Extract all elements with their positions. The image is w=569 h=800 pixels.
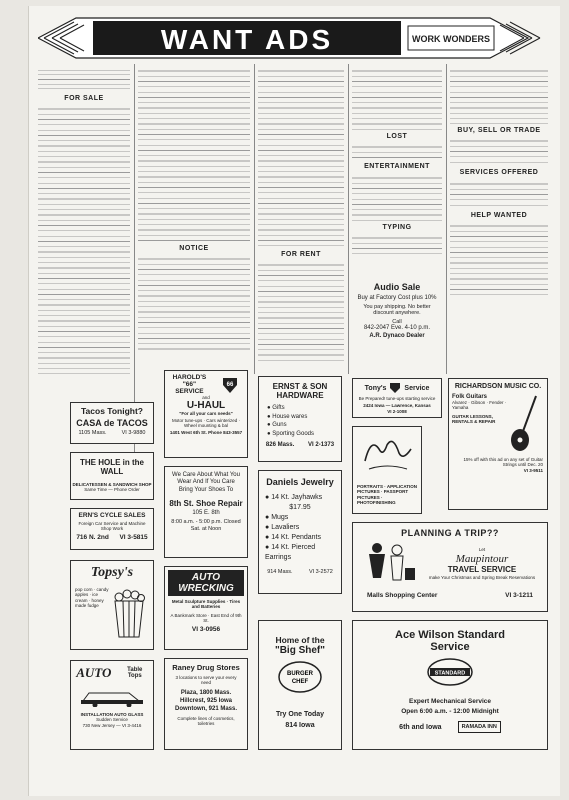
column-rule [446,64,447,374]
ad-name: "Big Shef" [274,645,326,656]
ad-tonys-service [352,378,442,418]
ad-detail: Same Time — Phone Order [84,487,140,493]
section-heading: LOST [386,133,408,140]
ad-name: TRAVEL SERVICE [447,564,517,574]
ad-daniels-jewelry [258,470,342,594]
ad-detail: Complete lines of cosmetics, toiletries [177,715,235,727]
ad-maupintour-travel [352,522,548,612]
ad-name: Topsy's [90,565,134,580]
ad-phone: VI 3-2572 [308,569,333,575]
guitar-illustration-icon [508,394,542,454]
list-item: ● 14 Kt. Pierced Earrings [265,544,316,561]
ad-harolds-66-service [164,370,248,458]
ad-address: 2424 Iowa — Lawrence, Kansas [363,403,431,409]
ad-phone: VI 3-5815 [119,533,148,541]
ad-phone: VI 3-0956 [191,625,221,633]
ad-headline: We Care About What You Wear And If You Care Bring Your Shoes To [172,472,240,493]
column-rule [254,64,255,374]
ad-detail: Motor tune-ups · Cars winterized · Wheel mounting & bal [171,417,241,429]
ad-offer: 15% off with this ad on any set of Guitar Strings until Dec. 20 [463,457,543,468]
ad-8th-st-shoe-repair [164,466,248,558]
ad-address: Plaza, 1800 Mass. Hillcrest, 925 Iowa Downtown, 921 Mass. [174,689,237,712]
ad-phone: VI 2-1008 [387,408,407,414]
ad-headline: Tacos Tonight? [80,406,143,416]
ad-detail: GUITAR LESSONS, RENTALS & REPAIR [452,413,496,425]
ad-detail: A.R. Dynaco Dealer [369,333,425,339]
studio-signature-logo-icon [357,431,417,477]
list-item: ● Gifts [267,405,285,411]
ad-name: AUTO WRECKING [168,570,244,596]
ad-name: Tony's [364,384,387,392]
ad-erns-cycle-sales [70,508,154,550]
ad-name: ERNST & SON [272,382,328,391]
banner-slogan: WORK WONDERS [412,34,490,44]
section-heading: TYPING [382,223,412,231]
ad-detail: You pay shipping. No better discount anywhere. [363,304,431,316]
ad-name: AUTO [76,665,112,680]
classified-column [450,64,548,295]
ramada-inn-logo: RAMADA INN [458,721,501,733]
text-block [38,104,130,374]
text-block [450,136,548,166]
ad-detail: 3 locations to serve your every need [175,675,237,686]
ad-detail: and [202,395,210,400]
ad-name: Service [430,641,470,653]
car-illustration-icon [77,683,147,707]
ad-detail: Buy at Factory Cost plus 10% [357,295,437,301]
popcorn-box-illustration-icon [109,587,149,639]
phillips-66-shield-icon [221,376,239,394]
ad-richardson-music [448,378,548,510]
classified-column [38,64,130,374]
ad-name: CASA de TACOS [76,418,148,428]
ad-name: Ace Wilson Standard [395,629,505,641]
ad-address: 105 E. 8th [192,510,220,517]
text-block [138,66,250,242]
section-heading: SERVICES OFFERED [459,169,539,177]
text-block [352,173,442,221]
travel-couple-illustration-icon [357,538,417,590]
ad-phone: VI 3-9511 [523,467,543,473]
ad-slogan: Try One Today [275,711,325,718]
ad-name: HAROLD'S [172,374,207,381]
svg-text:BURGER: BURGER [286,671,314,677]
svg-text:CHEF: CHEF [291,679,309,685]
text-block [352,233,442,257]
text-block [258,66,344,248]
ad-address: 826 Mass. [265,442,295,448]
ad-headline: Home of the [275,635,325,645]
classified-column [138,64,250,354]
ad-detail: PORTRAITS · APPLICATION PICTURES · PASSPORT PICTURES · PHOTOFINISHING [357,484,417,506]
ad-name: SERVICE [175,388,204,395]
ad-hole-in-the-wall [70,452,154,500]
ad-detail: Sudden Service [96,717,128,723]
ad-address: Malls Shopping Center [367,592,438,599]
list-item: ● 14 Kt. Pendants [265,534,322,541]
text-block [352,66,442,130]
ad-topsys [70,560,154,650]
ad-casa-de-tacos [70,402,154,444]
svg-text:66: 66 [227,381,234,388]
ad-address: 730 New Jersey — VI 3-4416 [82,722,142,728]
list-item: ● Mugs [265,514,289,521]
list-item: ● Sporting Goods [267,430,314,437]
price: $17.95 [289,504,311,511]
ad-name: Service [404,384,430,392]
ad-name: Daniels Jewelry [266,477,334,487]
ad-address: 914 Mass. [267,569,293,575]
ad-detail: Expert Mechanical Service [408,698,491,705]
section-heading: HELP WANTED [470,211,528,219]
ad-address: A Bankmark Store · East End of 9th St. [170,612,242,624]
ad-detail: Metal Sculpture Supplies · Tires and Batteries [171,599,241,610]
ad-detail: Foreign Car Service and Machine Shop Work [78,521,146,532]
banner-title: WANT ADS [160,24,334,55]
column-rule [134,64,135,456]
ad-phone: VI 2-1373 [308,442,335,448]
ad-detail: Alvarez · Gibson · Fender · Yamaha [452,400,507,411]
ad-slogan: "For all your cars needs" [179,411,233,417]
ad-headline: Table Tops [127,667,143,679]
ad-detail: pop corn · candy apples · ice cream · honey made fudge [75,587,109,609]
ad-name: RICHARDSON MUSIC CO. [454,383,542,390]
ad-name: "66" [182,381,197,388]
ad-hours: 8:00 a.m. - 5:00 p.m. Closed Sat. at Noon [171,519,241,532]
burger-chef-logo-icon [277,660,323,694]
ad-detail: Let [478,547,486,553]
ad-address: 1105 Mass. [78,430,107,436]
phillips-66-shield-icon [389,382,401,394]
section-heading: FOR RENT [281,251,321,258]
section-heading: ENTERTAINMENT [364,163,430,171]
list-item: ● Lavaliers [265,524,300,531]
ad-name: U-HAUL [186,400,226,412]
ad-audio-sale [352,282,442,370]
ad-name: Raney Drug Stores [172,663,240,672]
ad-headline: Audio Sale [373,282,421,292]
ad-auto-glass [70,660,154,750]
ad-name: Maupintour [455,552,509,565]
svg-text:STANDARD: STANDARD [434,670,466,677]
ad-name: HARDWARE [276,391,324,400]
ad-photo-studio [352,426,422,514]
section-heading: NOTICE [179,245,209,252]
text-block [450,179,548,209]
list-item: ● 14 Kt. Jayhawks [265,494,323,501]
ad-ernst-son-hardware [258,376,342,462]
ad-burger-chef [258,620,342,750]
ad-phone: VI 3-1211 [505,592,533,599]
ad-subtitle: DELICATESSEN & SANDWICH SHOP [72,482,152,487]
section-heading: BUY, SELL OR TRADE [457,127,541,134]
classified-column [258,64,344,364]
column-rule [348,64,349,374]
list-item: ● Guns [267,422,287,428]
list-item: ● House wares [267,413,308,420]
text-block [352,142,442,160]
ad-ace-wilson-standard [352,620,548,750]
ad-address: 814 Iowa [285,722,315,729]
text-block [450,221,548,295]
want-ads-banner [38,16,546,60]
ad-phone: 842-2047 Eve. 4-10 p.m. [363,325,431,331]
ad-detail: Be Prepared! tune-ups starting service [358,396,436,401]
classified-column [352,64,442,257]
section-heading: FOR SALE [64,95,104,102]
text-block [38,66,130,92]
text-block [258,260,344,364]
ad-detail: make Your Christmas and Spring Break Reservations [428,574,536,580]
ad-headline: Folk Guitars [452,394,488,400]
ad-phone: VI 3-9880 [121,430,146,436]
ad-name: ERN'S CYCLE SALES [78,512,146,519]
ad-detail: INSTALLATION AUTO GLASS [80,712,144,717]
text-block [450,66,548,124]
standard-oil-logo-icon [426,657,474,687]
ad-detail: Call [392,319,402,325]
ad-headline: PLANNING A TRIP?? [401,528,499,538]
ad-address: 6th and Iowa [399,723,442,731]
ad-address: 1401 West 6th St. Phone 843-3557 [169,429,243,435]
ad-name: 8th St. Shoe Repair [169,499,243,509]
ad-name: THE HOLE in the WALL [80,458,144,476]
text-block [138,254,250,354]
ad-hours: Open 6:00 a.m. - 12:00 Midnight [401,708,499,715]
ad-raney-drug-stores [164,658,248,750]
ad-address: 716 N. 2nd [76,533,109,541]
ad-auto-wrecking [164,566,248,650]
